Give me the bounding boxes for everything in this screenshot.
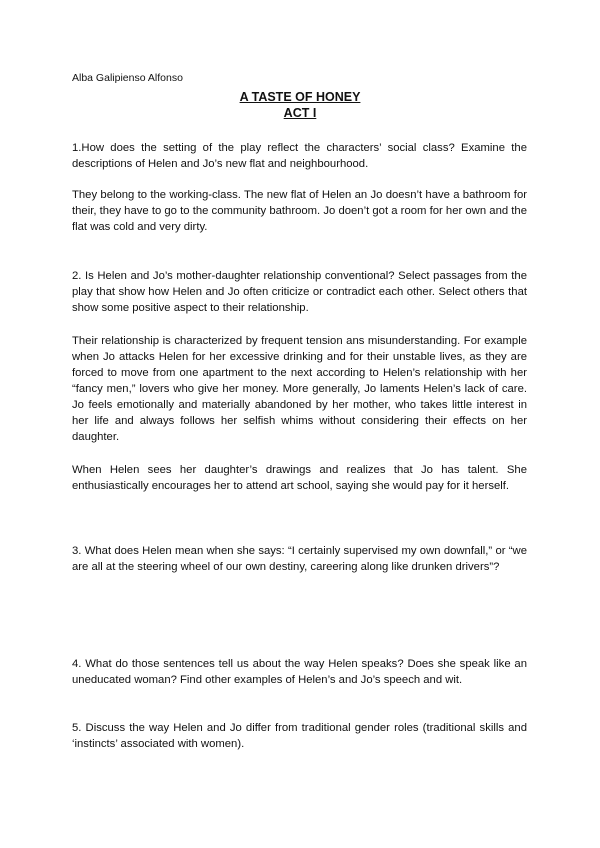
document-subtitle: ACT I: [283, 106, 317, 120]
author-name: Alba Galipienso Alfonso: [72, 72, 183, 84]
question-2: 2. Is Helen and Jo’s mother-daughter relationship conventional? Select passages from the play that show how Helen and Jo often criticize or contradict each other. Select others that show some positive aspect to their relationship.: [72, 270, 527, 314]
question-4: 4. What do those sentences tell us about the way Helen speaks? Does she speak like an uneducated woman? Find other examples of Helen’s and Jo’s speech and wit.: [72, 658, 527, 686]
answer-1: They belong to the working-class. The new flat of Helen an Jo doesn’t have a bathroom for their, they have to go to the community bathroom. Jo doen’t got a room for her own and the flat was cold and very dirty.: [72, 189, 527, 233]
question-5: 5. Discuss the way Helen and Jo differ from traditional gender roles (traditional skills and ‘instincts’ associated with women).: [72, 722, 527, 750]
question-1: 1.How does the setting of the play reflect the characters’ social class? Examine the descriptions of Helen and Jo’s new flat and neighbourhood.: [72, 142, 527, 170]
answer-2: Their relationship is characterized by frequent tension ans misunderstanding. For example when Jo attacks Helen for her excessive drinking and for their unstable lives, as they are forced to move from one apartment to the next according to Helen’s relationship with her “fancy men,” lovers who give her money. More generally, Jo laments Helen’s lack of care. Jo feels emotionally and materially abandoned by her mother, who takes little interest in her life and always follows her selfish whims without considering their effects on her daughter.: [72, 335, 527, 443]
question-3: 3. What does Helen mean when she says: “I certainly supervised my own downfall,” or “we are all at the steering wheel of our own destiny, careering along like drunken drivers”?: [72, 545, 527, 573]
document-title: A TASTE OF HONEY: [239, 90, 361, 104]
answer-2b: When Helen sees her daughter’s drawings and realizes that Jo has talent. She enthusiastically encourages her to attend art school, saying she would pay for it herself.: [72, 464, 527, 492]
